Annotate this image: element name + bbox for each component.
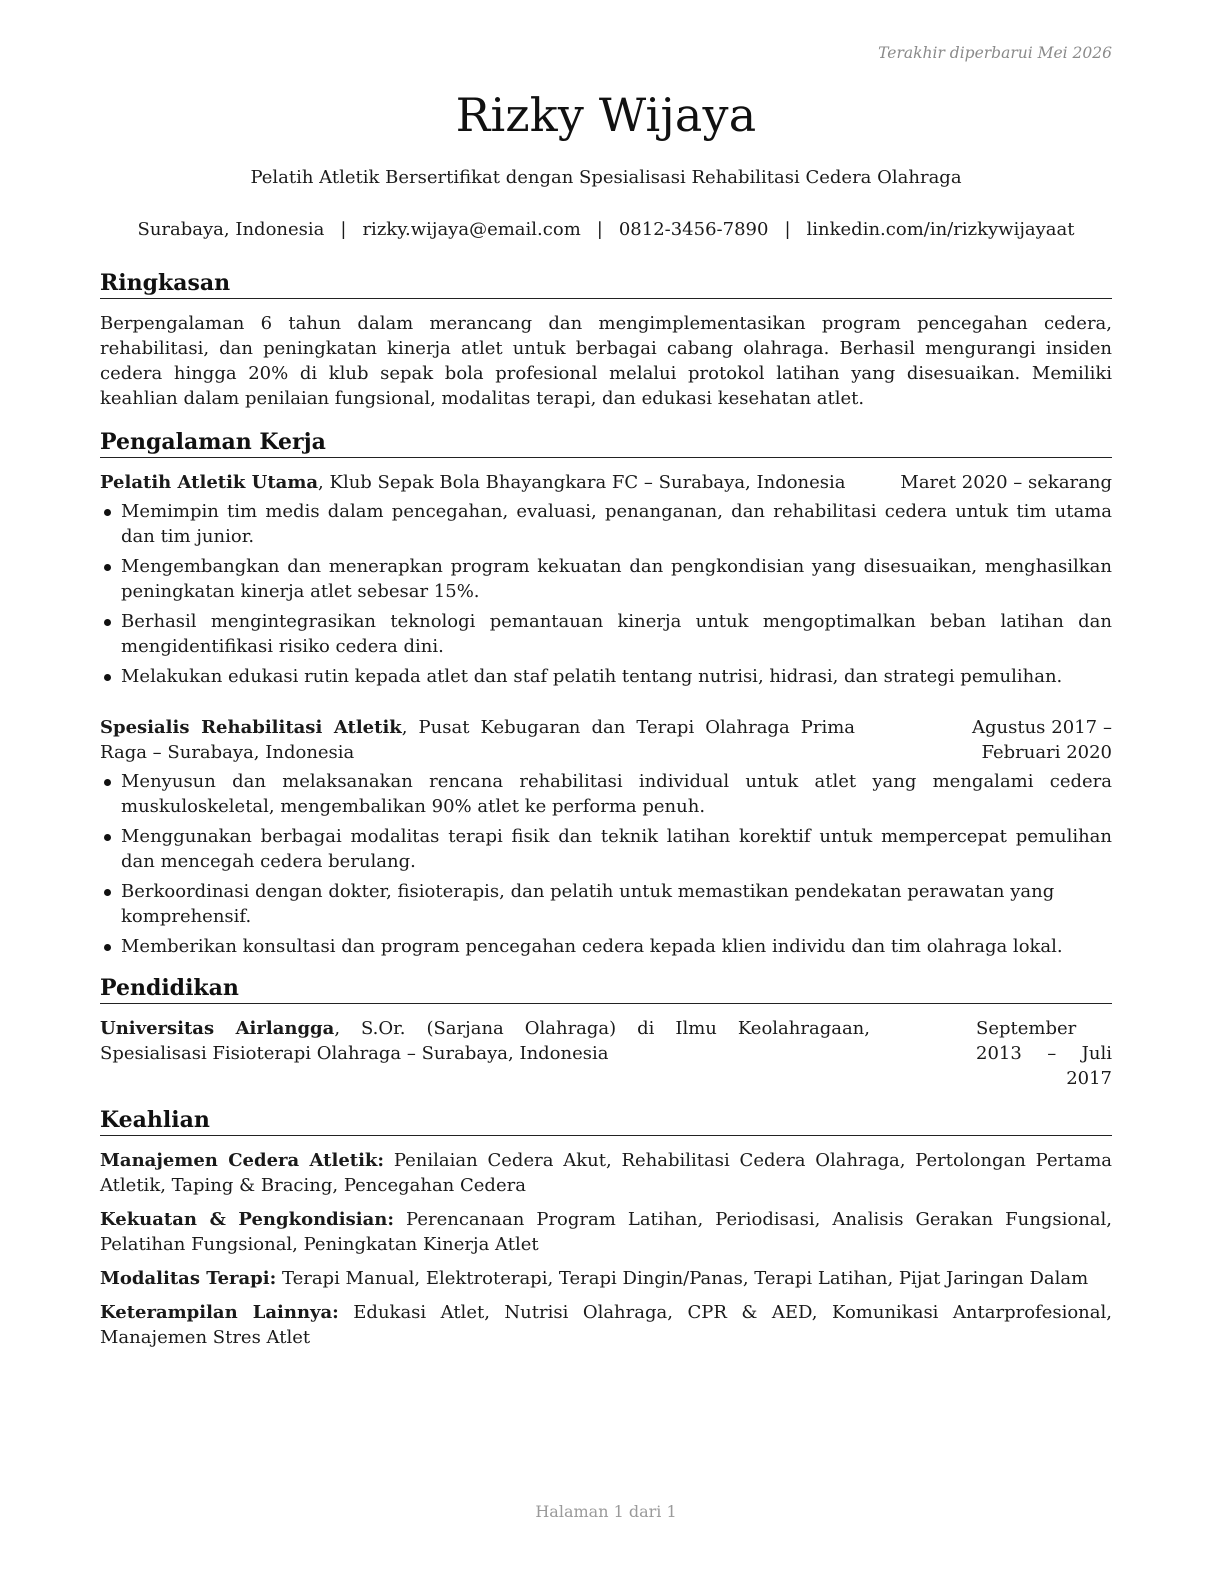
job-organization: , Klub Sepak Bola Bhayangkara FC – Surabaya, Indonesia: [318, 472, 846, 493]
education-school: Universitas Airlangga: [100, 1018, 335, 1039]
contact-location: Surabaya, Indonesia: [137, 219, 325, 240]
skill-group: [100, 1207, 1112, 1257]
skills-section: [100, 1105, 1112, 1350]
contact-separator: |: [340, 219, 347, 240]
job-bullets: [100, 769, 1112, 959]
summary-text: Berpengalaman 6 tahun dalam merancang dan mengimplementasikan program pencegahan cedera, rehabilitasi, dan peningkatan kinerja atlet untuk berbagai cabang olahraga. Berhasil mengurangi insiden cedera hingga 20% di klub sepak bola profesional melalui protokol latihan yang disesuaikan. Memiliki keahlian dalam penilaian fungsional, modalitas terapi, dan edukasi kesehatan atlet.: [100, 313, 1112, 409]
skill-group-label: Kekuatan & Pengkondisian:: [100, 1209, 394, 1230]
list-item: Memberikan konsultasi dan program pencegahan cedera kepada klien individu dan tim olahraga lokal.: [100, 934, 1112, 959]
skill-group-label: Keterampilan Lainnya:: [100, 1302, 339, 1323]
job-dates: Maret 2020 – sekarang: [900, 472, 1112, 493]
education-degree: , S.Or. (Sarjana Olahraga) di Ilmu Keolahragaan, Spesialisasi Fisioterapi Olahraga – Surabaya, Indonesia: [100, 1018, 871, 1064]
skill-group-label: Modalitas Terapi:: [100, 1268, 277, 1289]
job-dates: Agustus 2017 – Februari 2020: [972, 717, 1112, 763]
job-title-line: [100, 470, 876, 495]
section-title-skills: Keahlian: [100, 1105, 1112, 1136]
summary-section: [100, 268, 1112, 411]
candidate-headline: Pelatih Atletik Bersertifikat dengan Spesialisasi Rehabilitasi Cedera Olahraga: [250, 167, 962, 188]
skill-group: [100, 1148, 1112, 1198]
experience-section: [100, 427, 1112, 959]
skill-group-items: Terapi Manual, Elektroterapi, Terapi Dingin/Panas, Terapi Latihan, Pijat Jaringan Dalam: [276, 1268, 1089, 1289]
contact-separator: |: [784, 219, 791, 240]
skill-group: [100, 1266, 1112, 1291]
job-role: Spesialis Rehabilitasi Atletik: [100, 717, 402, 738]
skill-group-label: Manajemen Cedera Atletik:: [100, 1150, 385, 1171]
contact-line: [100, 219, 1112, 240]
contact-phone: 0812-3456-7890: [618, 219, 769, 240]
skill-group-items: Penilaian Cedera Akut, Rehabilitasi Cedera Olahraga, Pertolongan Pertama Atletik, Taping & Bracing, Pencegahan Cedera: [100, 1150, 1112, 1196]
contact-email[interactable]: rizky.wijaya@email.com: [362, 219, 581, 240]
job-role: Pelatih Atletik Utama: [100, 472, 319, 493]
job-title-line: [100, 715, 855, 765]
resume-page: [100, 0, 1112, 1584]
list-item: Memimpin tim medis dalam pencegahan, evaluasi, penanganan, dan rehabilitasi cedera untuk tim utama dan tim junior.: [100, 499, 1112, 549]
list-item: Berhasil mengintegrasikan teknologi pemantauan kinerja untuk mengoptimalkan beban latihan dan mengidentifikasi risiko cedera dini.: [100, 609, 1112, 659]
list-item: Menggunakan berbagai modalitas terapi fisik dan teknik latihan korektif untuk mempercepat pemulihan dan mencegah cedera berulang.: [100, 824, 1112, 874]
skill-group: [100, 1300, 1112, 1350]
job-header: [100, 470, 1112, 495]
list-item: Melakukan edukasi rutin kepada atlet dan staf pelatih tentang nutrisi, hidrasi, dan strategi pemulihan.: [100, 664, 1112, 689]
section-title-summary: Ringkasan: [100, 268, 1112, 299]
section-title-experience: Pengalaman Kerja: [100, 427, 1112, 458]
candidate-name: Rizky Wijaya: [455, 88, 757, 142]
education-section: [100, 973, 1112, 1091]
list-item: Menyusun dan melaksanakan rencana rehabilitasi individual untuk atlet yang mengalami cedera muskuloskeletal, mengembalikan 90% atlet ke performa penuh.: [100, 769, 1112, 819]
education-detail-line: [100, 1016, 870, 1066]
contact-linkedin[interactable]: linkedin.com/in/rizkywijayaat: [806, 219, 1075, 240]
education-entry: [100, 1016, 1112, 1091]
resume-content: [100, 268, 1112, 1359]
job-entry: [100, 470, 1112, 689]
last-updated-note: Terakhir diperbarui Mei 2026: [878, 44, 1112, 62]
education-dates: September 2013 – Juli 2017: [976, 1018, 1112, 1089]
skill-group-items: Edukasi Atlet, Nutrisi Olahraga, CPR & AED, Komunikasi Antarprofesional, Manajemen Stres Atlet: [100, 1302, 1112, 1348]
skill-group-items: Perencanaan Program Latihan, Periodisasi, Analisis Gerakan Fungsional, Pelatihan Fungsional, Peningkatan Kinerja Atlet: [100, 1209, 1112, 1255]
contact-separator: |: [596, 219, 603, 240]
list-item: Berkoordinasi dengan dokter, fisioterapis, dan pelatih untuk memastikan pendekatan perawatan yang komprehensif.: [100, 879, 1117, 929]
page-number: Halaman 1 dari 1: [535, 1502, 677, 1521]
job-header: [100, 715, 1112, 765]
job-organization: , Pusat Kebugaran dan Terapi Olahraga Prima Raga – Surabaya, Indonesia: [100, 717, 856, 763]
section-title-education: Pendidikan: [100, 973, 1112, 1004]
job-entry: [100, 715, 1112, 959]
list-item: Mengembangkan dan menerapkan program kekuatan dan pengkondisian yang disesuaikan, menghasilkan peningkatan kinerja atlet sebesar 15%.: [100, 554, 1112, 604]
job-bullets: [100, 499, 1112, 689]
